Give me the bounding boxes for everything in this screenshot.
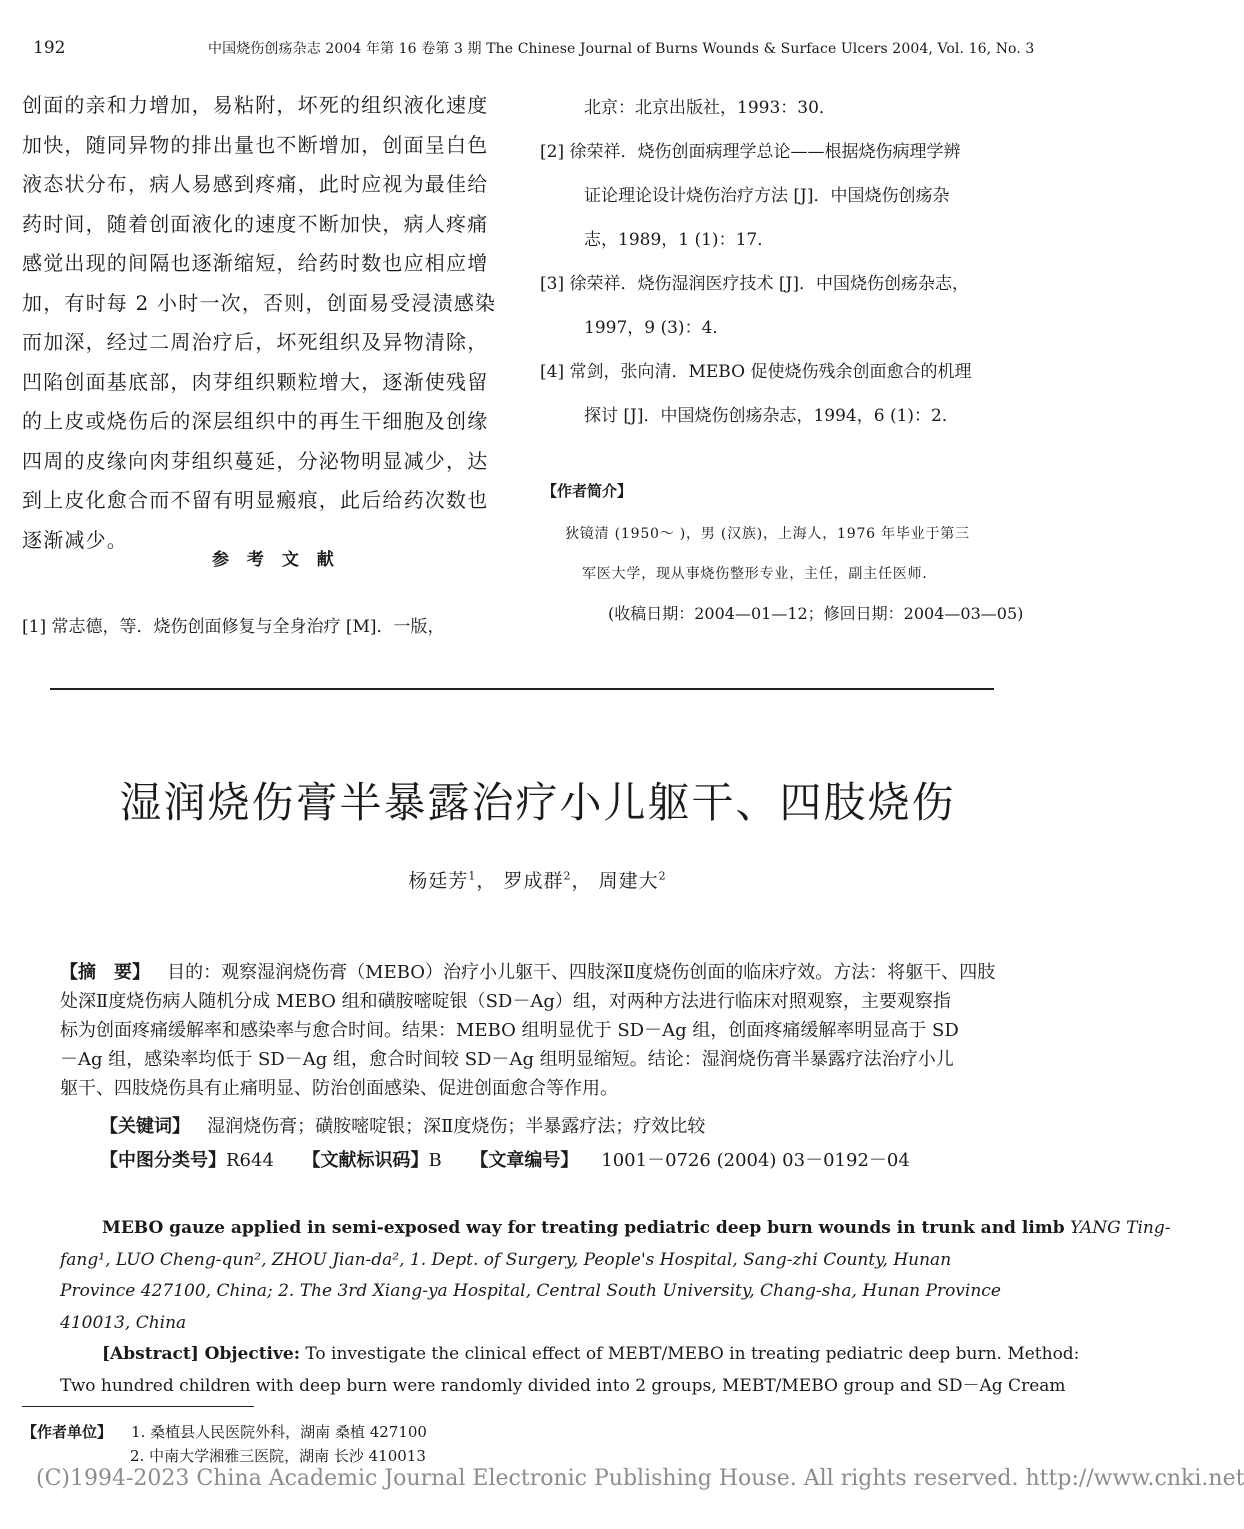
article-authors	[0, 866, 1075, 893]
references-heading: 参 考 文 献	[212, 550, 340, 570]
english-author-start: YANG Ting-	[1070, 1218, 1171, 1238]
body-line: 到上皮化愈合而不留有明显瘢痕，此后给药次数也	[22, 488, 489, 512]
author-affiliation-mark: 1	[468, 869, 477, 883]
author-separator: ，	[571, 870, 592, 892]
body-line: 药时间，随着创面液化的速度不断加快，病人疼痛	[22, 211, 489, 236]
article-title: 湿润烧伤膏半暴露治疗小儿躯干、四肢烧伤	[119, 778, 956, 827]
reference-2-continued: 志，1989，1 (1)：17．	[584, 230, 775, 250]
footnote-affiliation	[22, 1421, 427, 1442]
page-number: 192	[33, 38, 66, 58]
article-number-value: 1001－0726 (2004) 03－0192－04	[601, 1150, 910, 1171]
body-line: 逐渐减少。	[22, 527, 128, 552]
body-line: 创面的亲和力增加，易粘附，坏死的组织液化速度	[22, 93, 489, 117]
doc-code-value: B	[428, 1150, 442, 1171]
left-column-body	[22, 86, 507, 560]
running-head: 中国烧伤创疡杂志 2004 年第 16 卷第 3 期 The Chinese Journal of Burns Wounds & Surface Ulcers 2004, Vol. 16, No. 3	[208, 41, 1035, 57]
abstract-line: －Ag 组，感染率均低于 SD－Ag 组，愈合时间较 SD－Ag 组明显缩短。结论：湿润烧伤膏半暴露疗法治疗小儿	[60, 1049, 954, 1070]
english-affiliation-line: Province 427100, China; 2. The 3rd Xiang-ya Hospital, Central South University, Chang-sha, Hunan Province	[60, 1281, 1001, 1301]
chinese-abstract	[60, 958, 1000, 1103]
author-name: 罗成群	[503, 870, 564, 892]
author-separator: ，	[476, 870, 497, 892]
abstract-text: 目的：观察湿润烧伤膏（MEBO）治疗小儿躯干、四肢深Ⅱ度烧伤创面的临床疗效。方法：将躯干、四肢	[167, 962, 996, 983]
reference-4: [4] 常剑，张向清．MEBO 促使烧伤残余创面愈合的机理	[540, 362, 972, 382]
english-title: MEBO gauze applied in semi-exposed way for treating pediatric deep burn wounds in trunk and limb	[102, 1218, 1065, 1238]
body-line: 凹陷创面基底部，肉芽组织颗粒增大，逐渐使残留	[22, 369, 489, 394]
right-column-references	[540, 86, 1040, 438]
author-bio-line: 狄镜清 (1950～ )，男 (汉族)，上海人，1976 年毕业于第三	[565, 526, 970, 542]
author-bio-line: 军医大学，现从事烧伤整形专业，主任，副主任医师．	[582, 566, 938, 582]
body-line: 液态状分布，病人易感到疼痛，此时应视为最佳给	[22, 172, 489, 196]
keywords-label: 【关键词】	[100, 1116, 190, 1137]
english-abstract-label: [Abstract] Objective:	[102, 1344, 300, 1364]
english-title-line	[60, 1213, 1171, 1245]
clc-value: R644	[226, 1150, 274, 1171]
copyright-watermark: (C)1994-2023 China Academic Journal Electronic Publishing House. All rights reserved. http://www.cnki.net	[36, 1466, 1244, 1491]
footnote-line: 1. 桑植县人民医院外科，湖南 桑植 427100	[131, 1423, 427, 1441]
reference-2-continued: 证论理论设计烧伤治疗方法 [J]．中国烧伤创疡杂	[584, 186, 950, 206]
clc-label: 【中图分类号】	[100, 1150, 226, 1171]
author-affiliation-mark: 2	[658, 869, 667, 883]
section-divider	[50, 688, 994, 690]
keywords-line	[100, 1112, 705, 1138]
reference-3: [3] 徐荣祥．烧伤湿润医疗技术 [J]．中国烧伤创疡杂志，	[540, 274, 969, 294]
reference-1: [1] 常志德，等．烧伤创面修复与全身治疗 [M]．一版，	[22, 617, 445, 637]
body-line: 加快，随同异物的排出量也不断增加，创面呈白色	[22, 132, 489, 157]
abstract-label: 【摘 要】	[60, 962, 150, 983]
english-abstract	[60, 1213, 1171, 1402]
abstract-line	[60, 958, 1000, 987]
body-line: 的上皮或烧伤后的深层组织中的再生干细胞及创缘	[22, 409, 489, 433]
article-number-label: 【文章编号】	[470, 1150, 579, 1171]
footnote-line: 2. 中南大学湘雅三医院，湖南 长沙 410013	[130, 1447, 426, 1465]
english-abstract-text: To investigate the clinical effect of MEBT/MEBO in treating pediatric deep burn. Method:	[305, 1344, 1080, 1364]
reference-2: [2] 徐荣祥．烧伤创面病理学总论——根据烧伤病理学辨	[540, 142, 961, 162]
abstract-line: 处深Ⅱ度烧伤病人随机分成 MEBO 组和磺胺嘧啶银（SD－Ag）组，对两种方法进行临床对照观察，主要观察指	[60, 991, 951, 1012]
english-affiliation-line: 410013, China	[60, 1312, 187, 1333]
author-name: 周建大	[598, 870, 659, 892]
body-line: 而加深，经过二周治疗后，坏死组织及异物清除，	[22, 330, 489, 354]
footnote-rule	[22, 1406, 254, 1407]
reference-4-continued: 探讨 [J]．中国烧伤创疡杂志，1994，6 (1)：2．	[584, 406, 959, 426]
abstract-line: 躯干、四肢烧伤具有止痛明显、防治创面感染、促进创面愈合等作用。	[60, 1078, 618, 1099]
keywords: 湿润烧伤膏；磺胺嘧啶银；深Ⅱ度烧伤；半暴露疗法；疗效比较	[207, 1116, 706, 1137]
body-line: 感觉出现的间隔也逐渐缩短，给药时数也应相应增	[22, 251, 489, 275]
author-name: 杨廷芳	[408, 870, 469, 892]
footnote-label: 【作者单位】	[22, 1423, 113, 1441]
abstract-line: 标为创面疼痛缓解率和感染率与愈合时间。结果：MEBO 组明显优于 SD－Ag 组，创面疼痛缓解率明显高于 SD	[60, 1020, 959, 1041]
doc-code-label: 【文献标识码】	[302, 1150, 429, 1171]
reference-3-continued: 1997，9 (3)：4．	[584, 318, 730, 338]
author-affiliation-mark: 2	[563, 869, 572, 883]
reference-1-continued: 北京：北京出版社，1993：30．	[584, 98, 836, 118]
english-abstract-line	[60, 1339, 1080, 1371]
body-line: 四周的皮缘向肉芽组织蔓延，分泌物明显减少，达	[22, 448, 489, 473]
classification-line	[100, 1146, 910, 1172]
received-dates: (收稿日期：2004—01—12；修回日期：2004—03—05)	[608, 604, 1024, 623]
body-line: 加，有时每 2 小时一次，否则，创面易受浸渍感染	[22, 290, 497, 315]
english-abstract-line: Two hundred children with deep burn were randomly divided into 2 groups, MEBT/MEBO group and SD－Ag Cream	[60, 1375, 1066, 1396]
author-bio-heading: 【作者简介】	[542, 482, 633, 500]
english-authors-line: fang¹, LUO Cheng-qun², ZHOU Jian-da², 1. Dept. of Surgery, People's Hospital, Sang-zhi County, Hunan	[60, 1249, 952, 1270]
